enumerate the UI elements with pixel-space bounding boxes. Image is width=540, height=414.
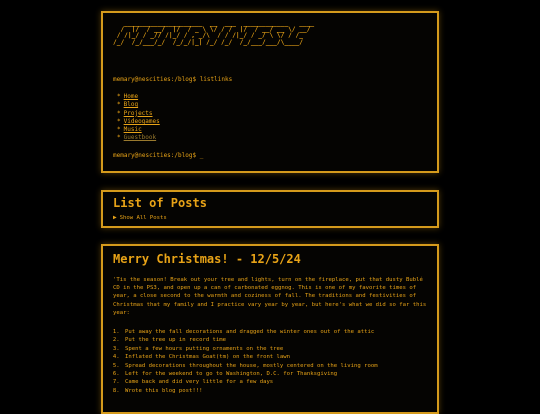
list-item: 6. Left for the weekend to go to Washington, D.C. for Thanksgiving [123, 370, 378, 378]
show-all-posts-label: Show All Posts [119, 215, 167, 221]
nav-link-videogames[interactable]: Videogames [123, 117, 160, 125]
post-steps-list [113, 328, 378, 395]
nav-link-home[interactable]: Home [123, 93, 139, 100]
post-title: Merry Christmas! - 12/5/24 [113, 252, 301, 266]
nav-item-home: * Home [117, 93, 139, 100]
ascii-art: _____________________ __ ___ ____________ ____ / |/ / __/ |/ / _ \ \/ / / |/ / __/ __ \/ __/ / /|_/ / _// /|_/ / , _/\ / / /|_/ / _/ \ \/ / /_ /_/ /_/___/_/ /_/_/|_| /_/ /_/ /_/___/___/\____/ [113, 20, 315, 46]
triangle-right-icon: ▶ [113, 214, 117, 221]
list-item: 2. Put the tree up in record time [123, 336, 378, 344]
list-item: 4. Inflated the Christmas Goat(tm) on the front lawn [123, 353, 378, 361]
nav-item-videogames: * Videogames [117, 117, 160, 125]
nav-list [117, 93, 160, 143]
nav-item-guestbook: * Guestbook [117, 134, 157, 142]
blog-post-panel [101, 244, 439, 414]
nav-link-blog[interactable]: Blog [123, 101, 139, 109]
list-item: 5. Spread decorations throughout the house, mostly centered on the living room [123, 362, 378, 370]
header-panel [101, 11, 439, 173]
nav-link-music[interactable]: Music [123, 126, 142, 134]
posts-list-title: List of Posts [113, 196, 207, 210]
post-intro: 'Tis the season! Break out your tree and lights, turn on the fireplace, put that dusty Bublé CD in the PS3, and open up a can of carbonated eggnog. This is one of my favorite times of year, a close second to the warmth and coziness of fall. The traditions and festivities of Christmas that my family and I practice vary year by year, but here's what we did so far this year: [113, 277, 427, 316]
show-all-posts-toggle[interactable] [113, 214, 167, 221]
nav-link-guestbook[interactable]: Guestbook [123, 134, 157, 142]
nav-item-music: * Music [117, 126, 142, 134]
nav-item-blog: * Blog [117, 101, 139, 109]
terminal-command-listlinks: memary@nescities:/blog$ listlinks [113, 76, 233, 83]
site-logo-ascii [113, 21, 429, 76]
terminal-command-prompt: memary@nescities:/blog$ _ [113, 152, 204, 159]
list-item: 1. Put away the fall decorations and dragged the winter ones out of the attic [123, 328, 378, 336]
posts-list-panel [101, 190, 439, 228]
nav-link-projects[interactable]: Projects [123, 109, 153, 117]
list-item: 8. Wrote this blog post!!! [123, 387, 378, 395]
nav-item-projects: * Projects [117, 109, 153, 117]
list-item: 7. Came back and did very little for a few days [123, 378, 378, 386]
list-item: 3. Spent a few hours putting ornaments on the tree [123, 345, 378, 353]
